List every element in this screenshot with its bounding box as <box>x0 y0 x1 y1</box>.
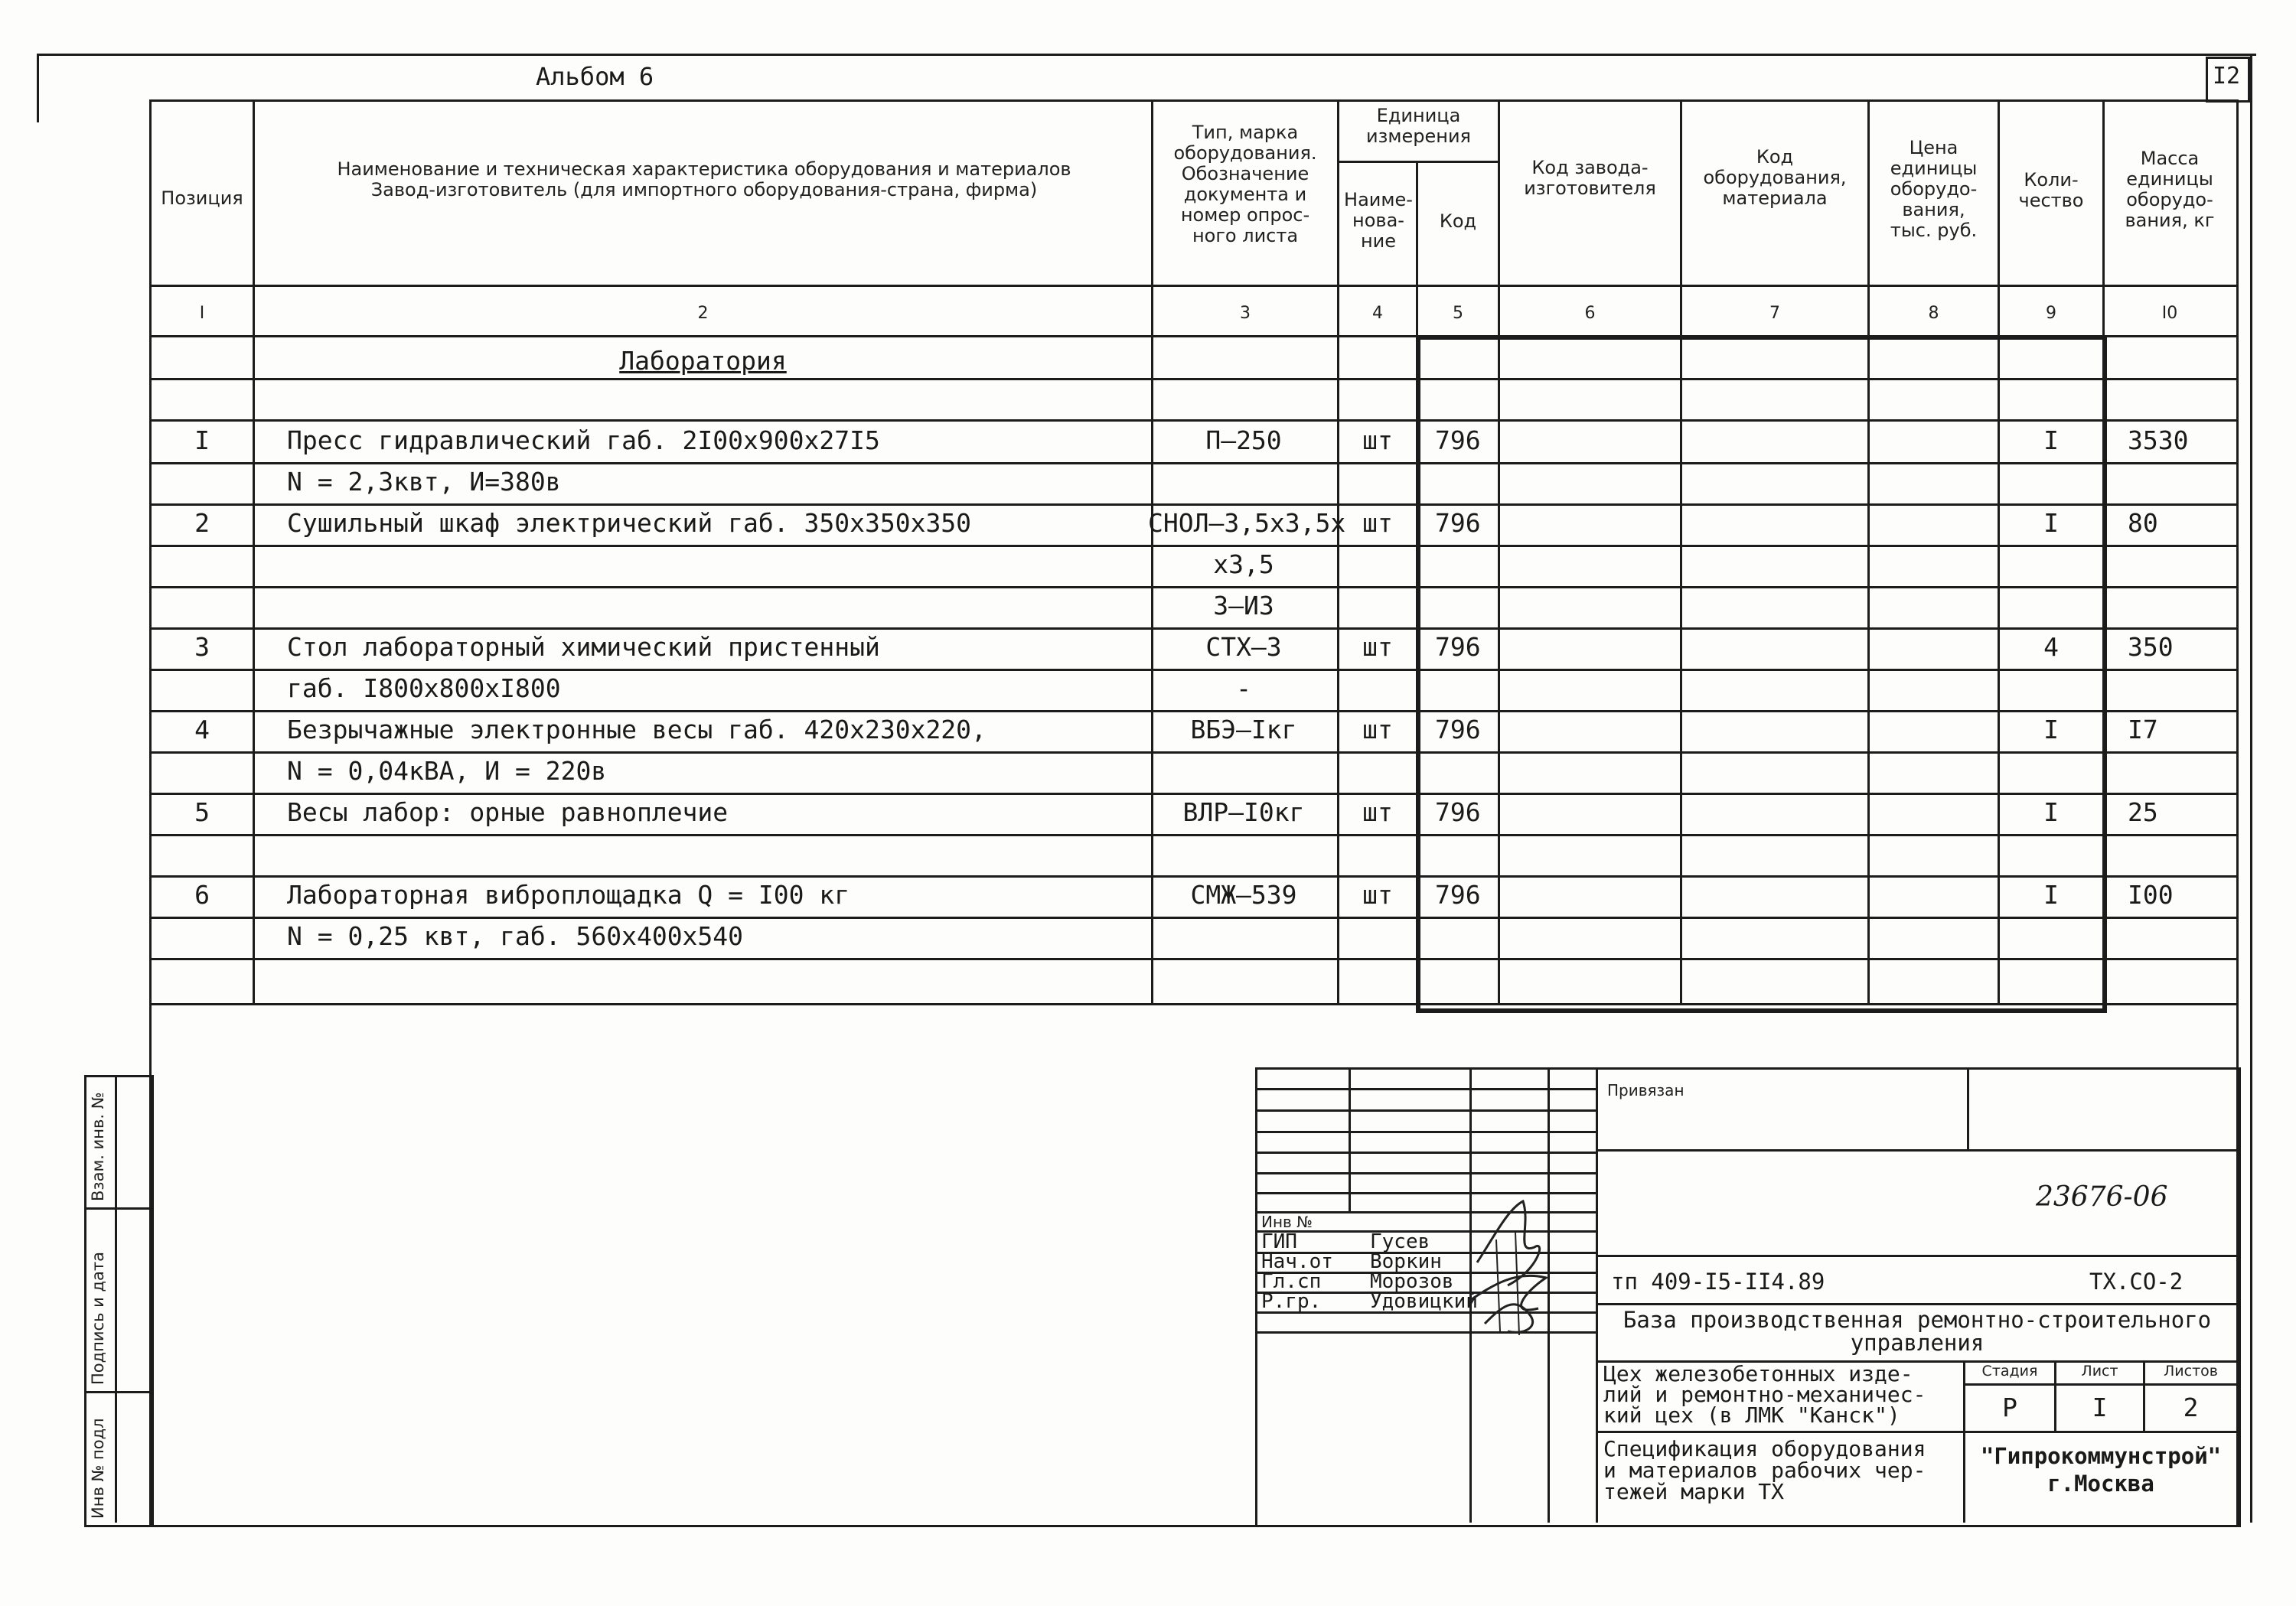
row-name-cell: Стол лабораторный химический пристенный <box>287 632 880 662</box>
row-type-cell: х3,5 <box>1213 549 1274 579</box>
row-pos-cell: 2 <box>194 508 210 538</box>
sheet-label: Лист <box>2081 1363 2118 1380</box>
row-pos-cell: 4 <box>194 715 210 744</box>
header-unit: Единица измерения <box>1366 105 1471 147</box>
row-qty-cell: I <box>2043 508 2059 538</box>
row-mass-cell: 80 <box>2128 508 2158 538</box>
object-name: База производственная ремонтно-строительного управления <box>1623 1307 2212 1356</box>
tb-grid-line <box>1255 1109 1596 1112</box>
sheet-value: I <box>2092 1393 2108 1422</box>
organization: "Гипрокоммунстрой" г.Москва <box>1980 1443 2222 1497</box>
col-number: 6 <box>1584 304 1596 323</box>
side-label-vzam: Взам. инв. № <box>89 1092 107 1201</box>
row-code-cell: 796 <box>1435 715 1481 744</box>
row-name-cell: габ. I800х800хI800 <box>287 673 561 703</box>
row-unit-cell: шт <box>1362 632 1393 662</box>
album-label: Альбом 6 <box>536 62 654 91</box>
col-number: 9 <box>2046 304 2056 323</box>
tb-line <box>1596 1431 2236 1433</box>
row-name-cell: Сушильный шкаф электрический габ. 350х350х350 <box>287 508 972 538</box>
col-number: 2 <box>697 304 709 323</box>
row-name-cell: Пресс гидравлический габ. 2I00х900х27I5 <box>287 425 880 455</box>
row-pos-cell: I <box>194 425 210 455</box>
header-unit-code: Код <box>1439 210 1477 232</box>
side-stamp-col <box>115 1075 117 1523</box>
privyazan-label: Привязан <box>1607 1081 1684 1099</box>
signature-scribbles <box>1462 1194 1561 1339</box>
tb-grid-line <box>1255 1152 1596 1154</box>
row-qty-cell: 4 <box>2043 632 2059 662</box>
signer-name: Воркин <box>1370 1250 1442 1273</box>
row-unit-cell: шт <box>1362 880 1393 910</box>
signer-role: Нач.от <box>1261 1250 1333 1273</box>
row-unit-cell: шт <box>1362 508 1393 538</box>
col-number: 5 <box>1453 304 1463 323</box>
header-unit-name: Наиме- нова- ние <box>1344 189 1413 252</box>
row-mass-cell: I00 <box>2128 880 2174 910</box>
handwritten-number: 23676-06 <box>2036 1181 2168 1213</box>
section-title: Лаборатория <box>619 346 787 376</box>
outer-right-border <box>2250 54 2252 1523</box>
col-line <box>253 99 255 1003</box>
sheets-value: 2 <box>2183 1393 2199 1422</box>
row-type-cell: СТХ–3 <box>1205 632 1282 662</box>
col-number: I0 <box>2161 304 2178 323</box>
header-equip-code: Код оборудования, материала <box>1703 146 1847 209</box>
header-price: Цена единицы оборудо- вания, тыс. руб. <box>1890 137 1978 241</box>
document-title: Спецификация оборудования и материалов рабочих чер- тежей марки ТХ <box>1603 1436 1926 1504</box>
tb-line <box>1596 1303 2236 1305</box>
row-name-cell: Весы лабор: орные равноплечие <box>287 797 729 827</box>
row-code-cell: 796 <box>1435 508 1481 538</box>
row-pos-cell: 5 <box>194 797 210 827</box>
header-qty: Коли- чество <box>2018 169 2084 211</box>
outer-left-stub <box>37 54 39 122</box>
tb-line <box>1963 1383 2236 1386</box>
row-code-cell: 796 <box>1435 797 1481 827</box>
row-name-cell: N = 0,25 квт, габ. 560х400х540 <box>287 921 744 951</box>
row-code-cell: 796 <box>1435 880 1481 910</box>
tb-grid-line <box>1255 1088 1596 1090</box>
signer-name: Удовицкий <box>1370 1290 1478 1313</box>
col-number: 7 <box>1769 304 1780 323</box>
row-unit-cell: шт <box>1362 797 1393 827</box>
row-pos-cell: 6 <box>194 880 210 910</box>
row-code-cell: 796 <box>1435 632 1481 662</box>
row-type-cell: СМЖ–539 <box>1190 880 1297 910</box>
header-name: Наименование и техническая характеристика оборудования и материалов Завод-изготовитель (для импортного оборудования-страна, фирма) <box>337 158 1071 200</box>
col-number: 4 <box>1372 304 1383 323</box>
signer-role: ГИП <box>1261 1230 1297 1253</box>
inv-no-label: Инв № <box>1261 1213 1313 1231</box>
header-mass: Масса единицы оборудо- вания, кг <box>2125 148 2215 231</box>
col-number: 8 <box>1928 304 1939 323</box>
row-name-cell: N = 2,3квт, И=380в <box>287 467 561 497</box>
row-mass-cell: 25 <box>2128 797 2158 827</box>
row-mass-cell: 3530 <box>2128 425 2189 455</box>
workshop-name: Цех железобетонных изде- лий и ремонтно-механичес- кий цех (в ЛМК "Канск") <box>1603 1361 1926 1428</box>
row-type-cell: ВЛР–I0кг <box>1182 797 1305 827</box>
sheet-number: I2 <box>2212 63 2241 90</box>
outer-top-border <box>37 54 2256 56</box>
tb-grid-line <box>1255 1131 1596 1133</box>
row-mass-cell: I7 <box>2128 715 2158 744</box>
row-mass-cell: 350 <box>2128 632 2174 662</box>
row-name-cell: Лабораторная виброплощадка Q = I00 кг <box>287 880 850 910</box>
col-number: I <box>199 304 205 323</box>
stage-label: Стадия <box>1981 1363 2038 1380</box>
row-type-cell: З–ИЗ <box>1213 591 1274 621</box>
signer-name: Морозов <box>1370 1270 1454 1293</box>
row-type-cell: ВБЭ–Iкг <box>1190 715 1297 744</box>
tb-line <box>1967 1067 1969 1149</box>
row-type-cell: П–250 <box>1205 425 1282 455</box>
row-qty-cell: I <box>2043 880 2059 910</box>
doc-mark: ТХ.СО-2 <box>2089 1269 2183 1295</box>
row-pos-cell: 3 <box>194 632 210 662</box>
tb-line <box>1596 1255 2236 1257</box>
header-factory-code: Код завода- изготовителя <box>1524 157 1656 199</box>
side-label-inv: Инв № подл <box>89 1418 107 1519</box>
row-qty-cell: I <box>2043 797 2059 827</box>
signer-name: Гусев <box>1370 1230 1430 1253</box>
doc-code: тп 409-I5-II4.89 <box>1611 1269 1825 1295</box>
header-position: Позиция <box>161 187 243 209</box>
tb-grid-line <box>1255 1172 1596 1174</box>
row-name-cell: Безрычажные электронные весы габ. 420х230х220, <box>287 715 987 744</box>
side-label-sign: Подпись и дата <box>89 1252 107 1385</box>
header-bottom-line <box>149 285 2236 287</box>
row-unit-cell: шт <box>1362 425 1393 455</box>
row-code-cell: 796 <box>1435 425 1481 455</box>
tb-line <box>1596 1149 2236 1152</box>
stage-value: Р <box>2002 1393 2017 1422</box>
header-type: Тип, марка оборудования. Обозначение документа и номер опрос- ного листа <box>1173 122 1317 246</box>
signer-role: Гл.сп <box>1261 1270 1322 1293</box>
row-qty-cell: I <box>2043 425 2059 455</box>
row-type-cell: - <box>1236 673 1251 703</box>
row-name-cell: N = 0,04кВА, И = 220в <box>287 756 607 786</box>
col-number: 3 <box>1240 304 1251 323</box>
sheets-label: Листов <box>2164 1363 2218 1380</box>
row-type-cell: СНОЛ–3,5х3,5х <box>1148 508 1346 538</box>
row-qty-cell: I <box>2043 715 2059 744</box>
row-unit-cell: шт <box>1362 715 1393 744</box>
signer-role: Р.гр. <box>1261 1290 1322 1313</box>
tb-grid-line <box>1596 1067 1598 1523</box>
